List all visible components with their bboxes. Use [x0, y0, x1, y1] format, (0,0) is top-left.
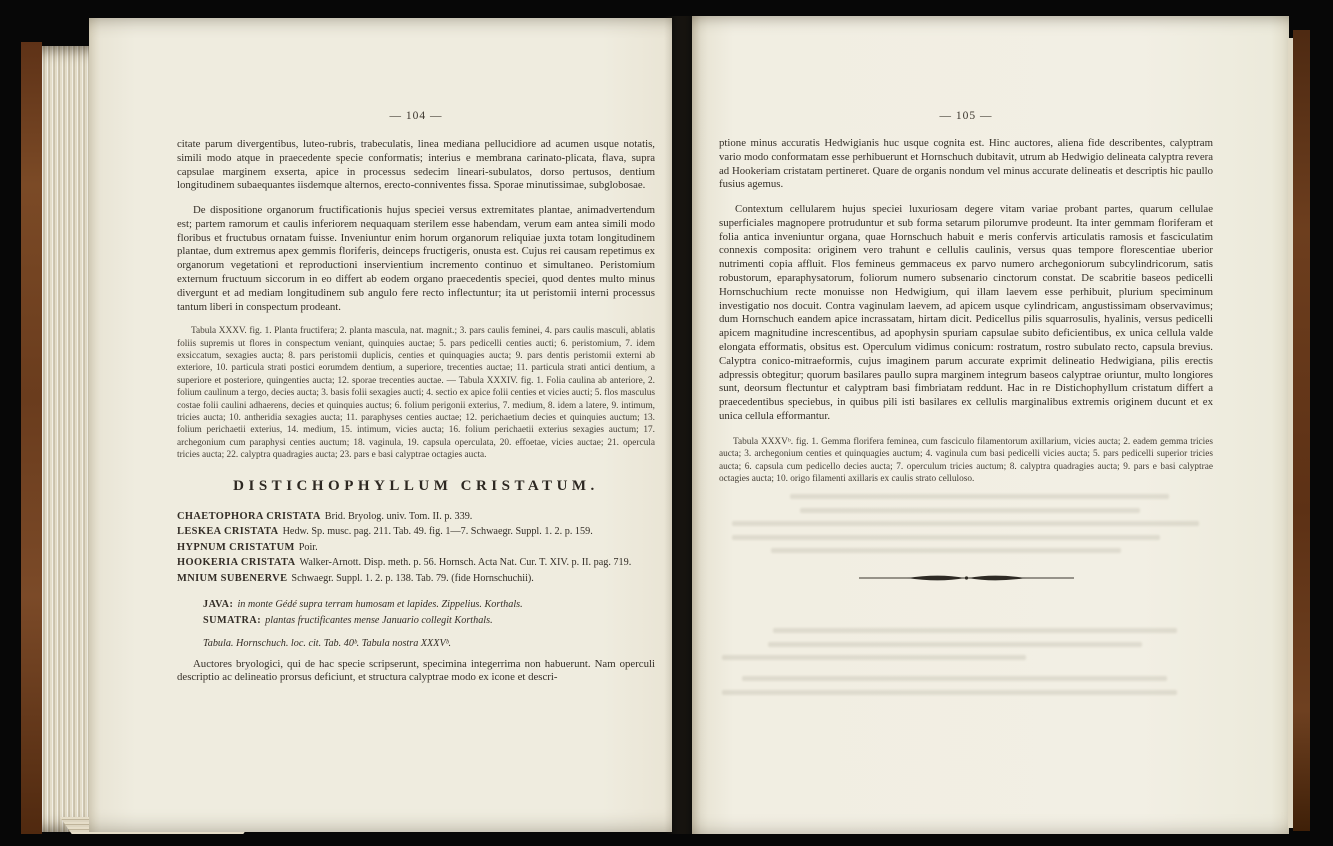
show-through-text	[722, 628, 1228, 703]
figure-caption-tabula-xxxvb: Tabula XXXVᵇ. fig. 1. Gemma florifera feminea, cum fasciculo filamentorum axillarium, vicies aucta; 2. eadem gemma tricies aucta; 3. archegonium centies et quinquagies auctum; 4. vaginula cum basi pedicelli vicies aucta; 5. pars pedicelli superior tricies aucta; 6. capsula cum pedicello decies aucta; 7. operculum tricies auctum; 8. calyptra quadragies aucta; 9. pars e basi calyptrae octagies aucta; 10. origo filamenti axillaris ex caulis strato celluloso.	[719, 436, 1213, 484]
right-page	[692, 16, 1289, 834]
book-cover-right-edge	[1293, 30, 1310, 831]
page-stack-left-edge	[42, 46, 89, 832]
locality-detail: in monte Gédé supra terram humosam et lapides. Zippelius. Korthals.	[237, 598, 523, 610]
paragraph-continuation: ptione minus accuratis Hedwigianis huc usque cognita est. Hinc auctores, aliena fide describentes, calyptram vario modo conformatam esse perhibuerunt et Hornschuch dubitavit, utrum ab Hedwigio delineata calyptra revera ad Hookeriam cristatam pertineret. Quare de organis nondum vel minus accurate delineatis et descriptis hic paullo fusius agemus.	[719, 137, 1213, 191]
synonym-entry	[177, 571, 655, 587]
synonym-entry	[177, 555, 655, 571]
synonym-reference: Hedw. Sp. musc. pag. 211. Tab. 49. fig. 1—7. Schwaegr. Suppl. 1. 2. p. 159.	[282, 526, 593, 538]
synonym-name: HYPNUM CRISTATUM	[177, 541, 295, 553]
locality-entry	[177, 597, 655, 613]
section-divider-ornament	[859, 571, 1074, 585]
locality-entry	[177, 613, 655, 629]
book-cover-left-edge	[21, 42, 42, 834]
locality-place: JAVA:	[203, 598, 234, 610]
page-number-105: — 105 —	[939, 110, 993, 122]
paragraph-auctores: Auctores bryologici, qui de hac specie scripserunt, specimina integerrima non habuerunt. Nam operculi descriptio ac delineatio prorsus deficiunt, et structura calyptrae modo ex icone et descri-	[177, 657, 655, 684]
right-page-content	[719, 16, 1213, 585]
synonym-name: CHAETOPHORA CRISTATA	[177, 510, 321, 522]
synonym-reference: Brid. Bryolog. univ. Tom. II. p. 339.	[324, 510, 473, 522]
synonymy-list	[177, 509, 655, 587]
synonym-reference: Poir.	[298, 541, 318, 553]
locality-list	[177, 597, 655, 629]
left-page	[89, 18, 672, 832]
page-number-104: — 104 —	[389, 110, 443, 122]
left-page-content	[177, 18, 655, 696]
synonym-name: LESKEA CRISTATA	[177, 526, 279, 538]
species-heading: DISTICHOPHYLLUM CRISTATUM.	[233, 477, 599, 494]
paragraph-contextum: Contextum cellularem hujus speciei luxuriosam degere vitam variae probant partes, quarum cellulae superficiales magnopere protruduntur et sub forma setarum pilorumve prodeunt. Ita inter gemmam floriferam et folia antica inveniuntur organa, quae Hornschuch habuit e meris confervis articulatis ramosis et fasciculatim connexis composita: originem vero trahunt e cellulis caulinis, versus quas tempore florescentiae uberior nutrimenti copia affluit. Flos femineus gemmaceus ex parvo numero archegoniorum subcylindricorum, satis robustorum, eparaphysatorum, foliorum numero subsenario cinctorum constat. De scabritie baseos pedicelli Hornschuchium recte monuisse non Hedwigium, qui illam laevem esse perhibuit, plurium speciminum investigatio nos docuit. Contra vaginulam laevem, ad apicem usque cylindricam, angustissimam observavimus; dum Hornschuch eandem apice incrassatam, hirtam dicit. Pedicellus pilis squarrosulis, hyalinis, versus pedicelli apicem magnitudine increscentibus, ad apophysin spuriam capsulae subito deficientibus, ex unica cellula valde elongata efformatis, obsitus est. Operculum vidimus conicum: rostratum, rostro subulato recto, capsula brevius. Calyptra conico-mitraeformis, cujus imaginem parum accurate exprimit delineatio Hedwigiana, pilis erectis adpressis obtegitur; quorum basilares paullo supra marginem integrum baseos calyptrae oriuntur, multo longiores sunt, deorsum flectuntur et calyptram basi fimbriatam reddunt. Hac in re Distichophyllum cristatum differt a praecedentibus speciebus, in quibus pili isti basilares ex cellulis marginalibus extremis originem ducunt et ex unica cellula efformantur.	[719, 202, 1213, 422]
locality-place: SUMATRA:	[203, 614, 262, 626]
synonym-reference: Schwaegr. Suppl. 1. 2. p. 138. Tab. 79. (fide Hornschuchii).	[291, 573, 534, 584]
synonym-name: MNIUM SUBENERVE	[177, 573, 288, 584]
synonym-name: HOOKERIA CRISTATA	[177, 557, 296, 569]
figure-caption-tabula-xxxv: Tabula XXXV. fig. 1. Planta fructifera; 2. planta mascula, nat. magnit.; 3. pars caulis feminei, 4. pars caulis masculi, ablatis foliis supremis ut flores in conspectum veniant, quinquies auctae; 5. pars pedicelli centies aucti; 6. peristomium, 7. idem exsiccatum, sexagies aucta; 8. pars peristomii duplicis, centies et quinquagies aucta; 9. pars dentis peristomii externi ab exteriore, 10. particula strati postici eorumdem dentium, a superiore, trecenties auctae; 11. particula strati antici dentium, a superiore et posteriore, quingenties aucta; 12. sporae trecenties auctae. — Tabula XXXIV. fig. 1. Folia caulina ab anteriore, 2. folium caulinum a tergo, decies aucta; 3. basis folii sexagies aucti; 4. sectio ex apice folii centies et vicies aucti; 5. flos masculus costae folii caulini adhaerens, decies et quinquies auctus; 6. folium perigonii exterius, 7. medium, 8. idem a latere, 9. intimum, tricies aucta; 10. antheridia sexagies aucta; 11. paraphyses centies auctae; 12. perichaetium decies et quinquies auctum; 13. folium perichaetii exterius, 14. medium, 15. intimum, vicies aucta; 16. folium perichaetii exterius sexagies auctum; 17. archegonium cum paraphysi centies auctum; 18. vaginula, 19. capsula operculata, 20. effoetae, vicies auctae; 21. opercula tricies aucta; 22. calyptra quadragies aucta; 23. pars e basi calyptrae octagies aucta.	[177, 326, 655, 461]
synonym-entry	[177, 540, 655, 556]
synonym-entry	[177, 509, 655, 525]
locality-detail: plantas fructificantes mense Januario collegit Korthals.	[265, 614, 493, 626]
tabula-reference-note: Tabula. Hornschuch. loc. cit. Tab. 40ᵇ. Tabula nostra XXXVᵇ.	[203, 637, 452, 649]
synonym-reference: Walker-Arnott. Disp. meth. p. 56. Hornsch. Acta Nat. Cur. T. XIV. p. II. pag. 719.	[299, 557, 632, 569]
synonym-entry	[177, 524, 655, 540]
paragraph-continuation: citate parum divergentibus, luteo-rubris, trabeculatis, linea mediana pellucidiore ad acumen usque notatis, simili modo atque in praecedente specie conformatis; interius e membrana carinato-plicata, flava, supra capsulae marginem exserta, apice in processus sedecim lineari-subulatos, dorso pertusos, dentium longitudinem subaequantes iisdemque alternos, erecto-conniventes fissa. Sporae minutissimae, subglobosae.	[177, 138, 655, 192]
paragraph-de-dispositione: De dispositione organorum fructificationis hujus speciei versus extremitates plantae, animadvertendum est; partem ramorum et caulis inferiorem nequaquam sterilem esse habendam, verum eam antea simili modo floribus et fructubus ornatam fuisse. Inveniuntur enim horum organorum reliquiae juxta totam longitudinem plantae, dum extremus apex gemmis floriferis, deinceps fructigeris, onusta est. Cujus rei causam repetimus ex organorum vegetationi et reproductioni inservientium incremento continuo et simultaneo. Peristomium externum fructuum siccorum in eo differt ab eodem organo praecedentis speciei, quod dentes multo minus divergunt et ad mediam longitudinem sub angulo fere recto inflectuntur; ita ut peristomii interni processus tantum liberi in conspectum prodeant.	[177, 203, 655, 313]
